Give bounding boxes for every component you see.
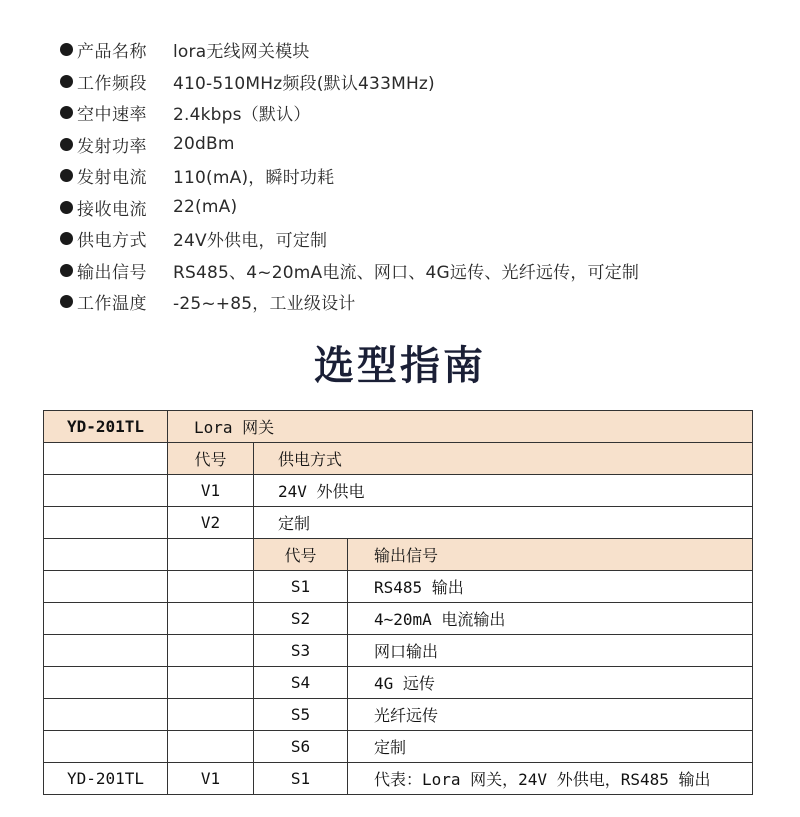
power-code-cell: V1 [168,475,254,507]
empty-cell [44,539,168,571]
example-desc-cell: 代表：Lora 网关，24V 外供电，RS485 输出 [348,763,753,795]
empty-cell [168,667,254,699]
output-desc-cell: 光纤远传 [348,699,753,731]
spec-value: -25~+85，工业级设计 [173,294,356,315]
spec-item [60,66,780,98]
empty-cell [44,699,168,731]
table-row [44,635,753,667]
bullet-icon [60,232,73,245]
spec-label: 空中速率 [77,105,147,126]
example-power-code-cell: V1 [168,763,254,795]
bullet-icon [60,106,73,119]
spec-item [60,97,780,129]
power-code-header: 代号 [168,443,254,475]
bullet-icon [60,138,73,151]
table-row [44,411,753,443]
output-header: 输出信号 [348,539,753,571]
empty-cell [44,667,168,699]
output-code-cell: S5 [254,699,348,731]
spec-label: 发射功率 [77,136,147,157]
empty-cell [44,443,168,475]
spec-item [60,34,780,66]
output-code-cell: S2 [254,603,348,635]
spec-item [60,223,780,255]
bullet-icon [60,169,73,182]
empty-cell [44,571,168,603]
empty-cell [44,635,168,667]
power-desc-cell: 定制 [254,507,753,539]
power-header: 供电方式 [254,443,753,475]
spec-label: 产品名称 [77,42,147,63]
table-row [44,507,753,539]
table-row [44,731,753,763]
empty-cell [168,699,254,731]
power-desc-cell: 24V 外供电 [254,475,753,507]
empty-cell [44,603,168,635]
empty-cell [168,635,254,667]
bullet-icon [60,43,73,56]
table-row [44,699,753,731]
spec-label: 工作温度 [77,294,147,315]
output-desc-cell: 4~20mA 电流输出 [348,603,753,635]
table-row [44,539,753,571]
table-row [44,443,753,475]
power-code-cell: V2 [168,507,254,539]
spec-label: 工作频段 [77,73,147,94]
section-title: 选型指南 [314,343,486,389]
bullet-icon [60,201,73,214]
output-desc-cell: 定制 [348,731,753,763]
bullet-icon [60,75,73,88]
empty-cell [44,475,168,507]
example-model-cell: YD-201TL [44,763,168,795]
spec-label: 输出信号 [77,262,147,283]
empty-cell [44,507,168,539]
spec-value: 22(mA) [173,197,238,218]
table-row [44,667,753,699]
table-row-example [44,763,753,795]
output-code-cell: S1 [254,571,348,603]
spec-value: 410-510MHz频段(默认433MHz) [173,73,435,94]
output-desc-cell: 网口输出 [348,635,753,667]
empty-cell [168,603,254,635]
spec-value: 20dBm [173,134,235,155]
selection-table [43,410,753,795]
spec-value: lora无线网关模块 [173,42,310,63]
table-row [44,603,753,635]
spec-item [60,192,780,224]
output-code-header: 代号 [254,539,348,571]
output-code-cell: S4 [254,667,348,699]
output-desc-cell: RS485 输出 [348,571,753,603]
output-desc-cell: 4G 远传 [348,667,753,699]
model-cell: YD-201TL [44,411,168,443]
example-output-code-cell: S1 [254,763,348,795]
spec-item [60,129,780,161]
spec-item [60,255,780,287]
spec-item [60,286,780,318]
empty-cell [168,539,254,571]
model-desc-cell: Lora 网关 [168,411,753,443]
output-code-cell: S3 [254,635,348,667]
spec-value: 2.4kbps（默认） [173,105,311,126]
spec-value: RS485、4~20mA电流、网口、4G远传、光纤远传，可定制 [173,262,640,283]
table-row [44,475,753,507]
table-row [44,571,753,603]
spec-list [60,34,780,318]
spec-item [60,160,780,192]
spec-label: 接收电流 [77,199,147,220]
spec-value: 110(mA)，瞬时功耗 [173,168,335,189]
spec-label: 供电方式 [77,231,147,252]
spec-value: 24V外供电，可定制 [173,231,328,252]
empty-cell [168,571,254,603]
bullet-icon [60,295,73,308]
empty-cell [44,731,168,763]
bullet-icon [60,264,73,277]
output-code-cell: S6 [254,731,348,763]
empty-cell [168,731,254,763]
spec-label: 发射电流 [77,168,147,189]
